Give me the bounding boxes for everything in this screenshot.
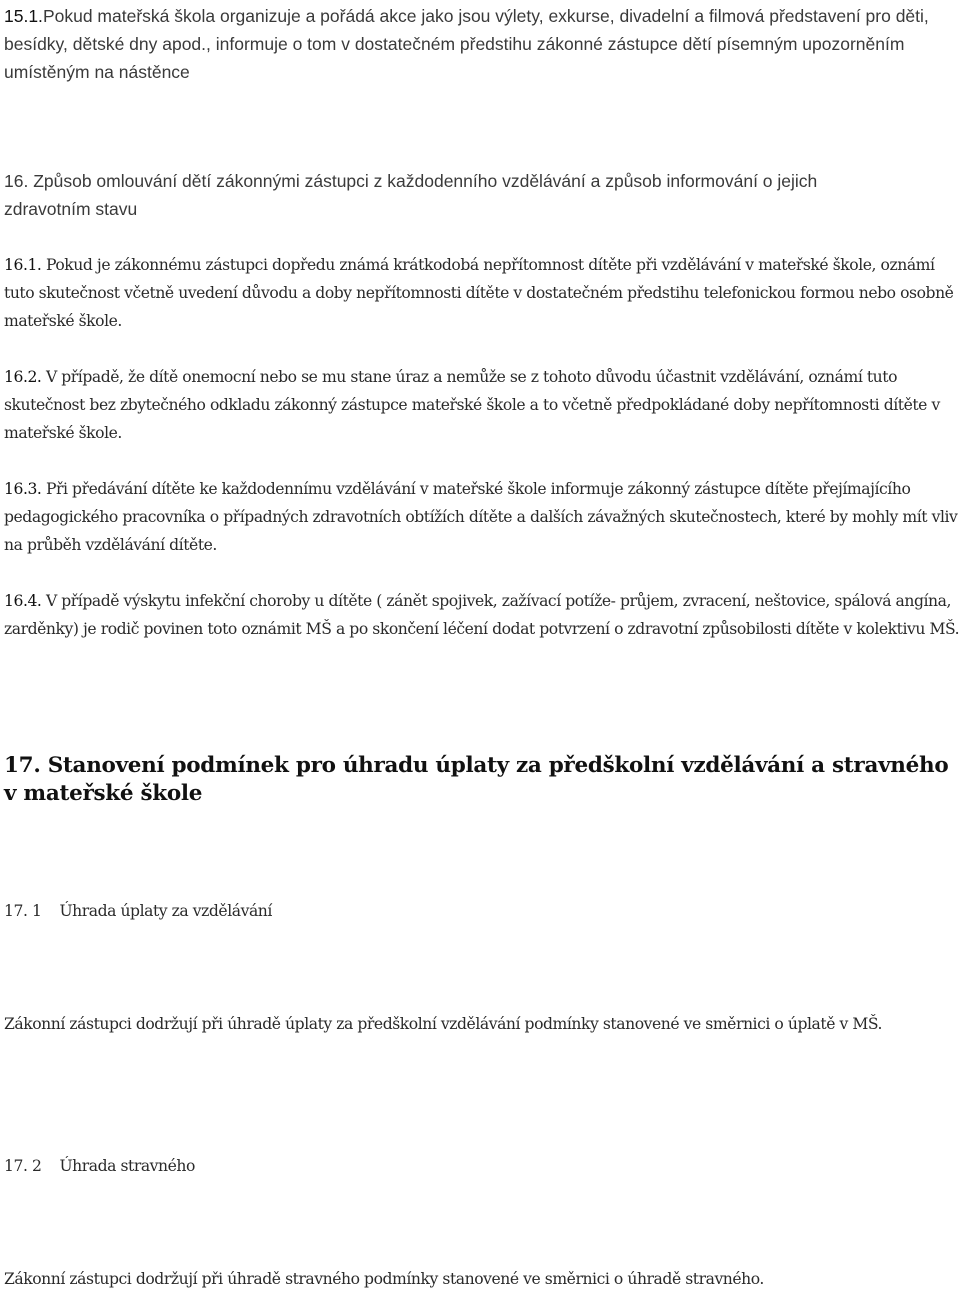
paragraph-number: 16.3. [4,480,42,498]
section-title-text: Způsob omlouvání dětí zákonnými zástupci z každodenního vzdělávání a způsob informování o jejich zdravotním stavu [4,171,818,219]
subsection-17-1-title [4,897,960,925]
section-17-heading [4,752,960,808]
section-16-title [4,167,904,223]
paragraph-16-1 [4,251,960,335]
paragraph-text: V případě výskytu infekční choroby u dítěte ( zánět spojivek, zažívací potíže- průjem, zvracení, neštovice, spálová angína, zarděnky) je rodič povinen toto oznámit MŠ a po skončení léčení dodat potvrzení o zdravotní způsobilosti dítěte v kolektivu MŠ. [4,592,960,638]
paragraph-16-4 [4,587,960,643]
subsection-title-text: Úhrada stravného [59,1157,195,1175]
paragraph-16-2 [4,363,960,447]
section-title-text: Stanovení podmínek pro úhradu úplaty za předškolní vzdělávání a stravného v mateřské škole [4,753,949,806]
section-number: 17. [4,753,41,778]
paragraph-number: 16.2. [4,368,42,386]
paragraph-text: Zákonní zástupci dodržují při úhradě úplaty za předškolní vzdělávání podmínky stanovené ve směrnici o úplatě v MŠ. [4,1015,883,1033]
paragraph-number: 16.4. [4,592,42,610]
paragraph-15-1 [4,2,960,86]
paragraph-17-1 [4,1010,944,1038]
paragraph-16-3 [4,475,960,559]
section-number: 16. [4,171,29,191]
paragraph-text: Pokud mateřská škola organizuje a pořádá akce jako jsou výlety, exkurse, divadelní a filmová představení pro děti, besídky, dětské dny apod., informuje o tom v dostatečném předstihu zákonné zástupce dětí písemným upozorněním umístěným na nástěnce [4,6,929,82]
subsection-number: 17. 2 [4,1157,42,1175]
paragraph-text: Při předávání dítěte ke každodennímu vzdělávání v mateřské škole informuje zákonný zástupce dítěte přejímajícího pedagogického pracovníka o případných zdravotních obtížích dítěte a dalších závažných skutečnostech, které by mohly mít vliv na průběh vzdělávání dítěte. [4,480,958,554]
paragraph-number: 16.1. [4,256,42,274]
paragraph-text: V případě, že dítě onemocní nebo se mu stane úraz a nemůže se z tohoto důvodu účastnit vzdělávání, oznámí tuto skutečnost bez zbytečného odkladu zákonný zástupce mateřské škole a to včetně předpokládané doby nepřítomnosti dítěte v mateřské škole. [4,368,940,442]
paragraph-17-2 [4,1265,960,1293]
subsection-title-text: Úhrada úplaty za vzdělávání [59,902,272,920]
paragraph-number: 15.1. [4,6,43,26]
paragraph-text: Zákonní zástupci dodržují při úhradě stravného podmínky stanovené ve směrnici o úhradě stravného. [4,1270,764,1288]
subsection-17-2-title [4,1152,960,1180]
paragraph-text: Pokud je zákonnému zástupci dopředu známá krátkodobá nepřítomnost dítěte při vzdělávání v mateřské škole, oznámí tuto skutečnost včetně uvedení důvodu a doby nepřítomnosti dítěte v dostatečném předstihu telefonickou formou nebo osobně mateřské škole. [4,256,954,330]
subsection-number: 17. 1 [4,902,42,920]
